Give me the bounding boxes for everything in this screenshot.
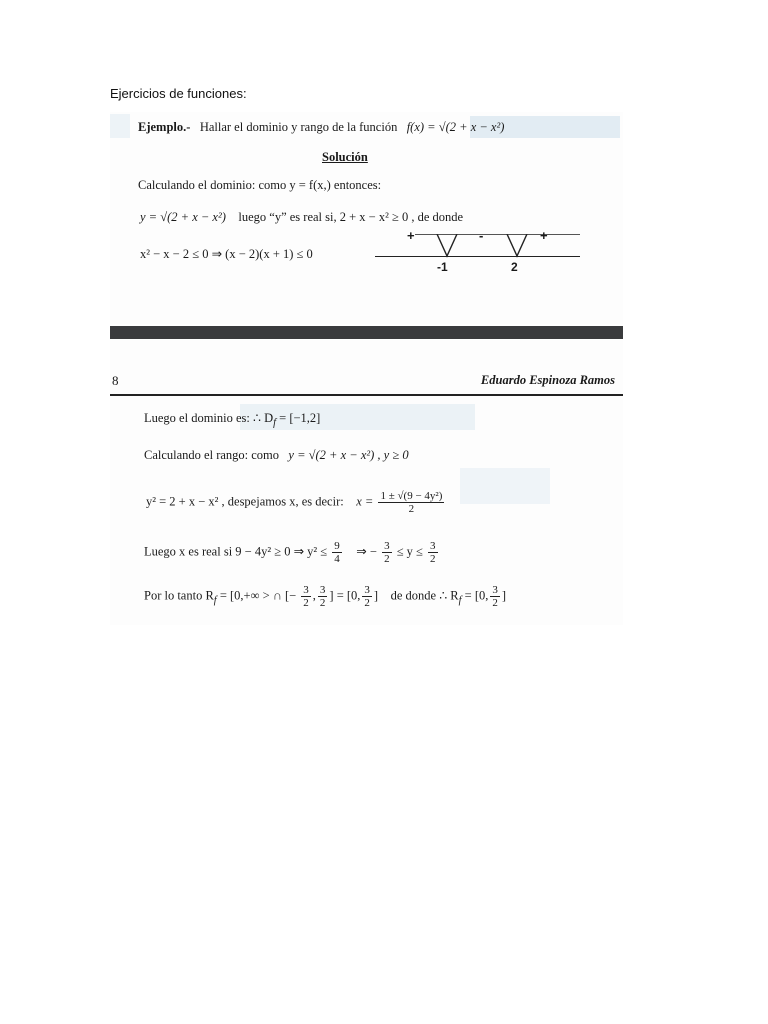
range-fraction-2 [318,584,328,609]
range-prefix: Por lo tanto R [144,588,214,603]
real-fraction-2-den: 2 [384,553,390,565]
real-condition-line [140,210,463,225]
solve-denominator: 2 [408,503,415,515]
range-fraction-2-den: 2 [319,597,326,609]
example-text: Hallar el dominio y rango de la función [199,120,398,134]
range-final-fraction [490,584,500,609]
real-fraction-3-den: 2 [430,553,436,565]
real-fraction-1 [332,540,342,565]
header-rule [110,394,623,396]
range-fraction-1-num: 3 [303,584,309,596]
range-fraction-1 [301,584,311,609]
solve-numerator: 1 ± √(9 − 4y²) [380,490,443,502]
sign-chart [375,230,585,280]
range-line-text: Calculando el rango: como [144,448,280,462]
real-fraction-1-den: 4 [334,553,340,565]
sign-minus: - [479,228,484,243]
sign-plus-right: + [540,228,548,243]
real-fraction-3-num: 3 [430,540,436,552]
range-fraction-2-num: 3 [319,584,326,596]
range-line-formula: y = √(2 + x − x²) , y ≥ 0 [288,448,409,462]
author-name: Eduardo Espinoza Ramos [480,373,615,387]
solve-x-line [146,490,446,515]
scan-bleed-through [110,114,130,138]
example-label: Ejemplo.- [138,120,191,134]
real-fraction-1-num: 9 [334,540,340,552]
solve-prefix: y² = 2 + x − x² , despejamos x, es decir: [146,494,344,509]
range-subscript-2: f [458,594,462,606]
range-fraction-3-den: 2 [364,597,370,609]
range-from: de donde ∴ R [390,588,459,603]
tick-two: 2 [511,260,518,274]
scanned-image-top [110,112,623,324]
example-formula: f(x) = √(2 + x − x²) [406,120,505,134]
real-fraction-2-num: 3 [384,540,390,552]
real-line-text: luego “y” es real si, 2 + x − x² ≥ 0 , de donde [238,210,464,224]
solve-x: x = [356,494,374,509]
range-fraction-1-den: 2 [303,597,309,609]
scanned-image-bottom [110,340,623,625]
range-final: = [0, [461,588,489,603]
real-x-line [144,540,440,565]
range-fraction-3 [362,584,372,609]
range-final-close: ] [501,588,507,603]
inequality-line: x² − x − 2 ≤ 0 ⇒ (x − 2)(x + 1) ≤ 0 [140,247,313,261]
real-line-formula: y = √(2 + x − x²) [140,210,226,224]
domain-subscript: f [273,417,277,429]
scan-divider-bar [110,326,623,339]
domain-result-line [144,410,320,429]
domain-value: = [−1,2] [276,411,321,425]
range-subscript: f [213,594,217,606]
document-heading: Ejercicios de funciones: [110,86,247,101]
range-expr: = [0,+∞ > ∩ [− [216,588,297,603]
real-mid: ≤ y ≤ [396,544,423,559]
range-final-num: 3 [492,584,498,596]
range-calc-line [144,448,409,463]
real-fraction-2 [382,540,392,565]
sign-plus-left: + [407,228,415,243]
range-fraction-3-num: 3 [364,584,370,596]
scan-bleed-through [460,468,550,504]
real-prefix: Luego x es real si 9 − 4y² ≥ 0 ⇒ y² ≤ [144,544,328,559]
real-arrow: ⇒ − [356,544,377,559]
tick-minus-one: -1 [437,260,448,274]
domain-line: Calculando el dominio: como y = f(x,) entonces: [138,178,382,192]
range-eq: ] = [0, [329,588,361,603]
range-final-den: 2 [492,597,498,609]
range-comma: , [312,588,316,603]
real-fraction-3 [428,540,438,565]
example-line [138,120,504,135]
range-result-line [144,584,506,609]
range-close: ] [373,588,379,603]
solve-fraction [378,490,444,515]
page-number: 8 [112,373,119,388]
domain-result-text: Luego el dominio es: ∴ D [144,411,274,425]
solution-title: Solución [322,150,368,164]
